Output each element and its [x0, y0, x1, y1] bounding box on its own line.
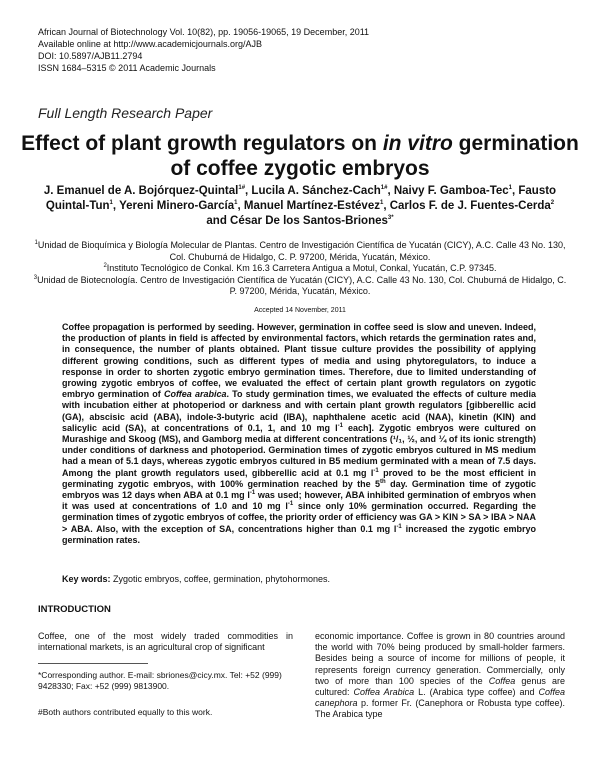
abstract-text: , ½, and ¼ of its ionic strength) under conditions of darkness and photoperiod. Germination times of zygotic embryos cultured in MS medium had a mean of 5.1 days, whereas zygotic embryos cultured in B5 medium germinated with a mean of 7.5 days. Among the plant growth regulators used, gibberellic acid at 0.1 mg l	[62, 434, 536, 478]
author-sup: 2	[550, 200, 555, 207]
abstract-sup: -1	[337, 422, 343, 429]
keywords	[62, 574, 536, 584]
abstract-text: . To study germination times, we evaluated the effects of culture media with incubation either at photoperiod or darkness and with certain plant growth regulators [gibberellic acid (GA), abscisic acid (ABA), indole-3-butyric acid (IBA), naphthalene acetic acid (NAA), kinetin (KIN) and salicylic acid (SA), at concentrations of 0.1, 1, and 10 mg l	[62, 389, 536, 433]
section-heading-introduction: INTRODUCTION	[38, 604, 111, 615]
journal-header	[38, 26, 369, 74]
intro-text: genus are cultured:	[315, 675, 565, 698]
paper-type: Full Length Research Paper	[38, 105, 213, 121]
footnote-divider	[38, 663, 148, 664]
author: , Carlos F. de J. Fuentes-Cerda	[383, 200, 551, 212]
author-sup: 1	[234, 200, 238, 207]
affiliations	[30, 240, 570, 298]
author: , Fausto Quintal-Tun	[45, 185, 557, 212]
abstract-italic: Coffea arabica	[163, 389, 227, 400]
abstract-sup: -1	[396, 523, 402, 530]
abstract-text: since only 10% germination occurred. Regarding the germination times of zygotic embryos of coffee, the priority order of efficiency was GA > KIN > SA > IBA > NAA > ABA. Also, with the exception of SA, concentrations higher than 0.1 mg l	[62, 501, 536, 534]
affiliation-sup: 2	[103, 263, 107, 269]
abstract-text: day. Germination time of zygotic embryos was 12 days when ABA at 0.1 mg l	[62, 478, 536, 501]
abstract-text: was used; however, ABA inhibited germination of embryos when it was used at concentrations of 1.0 and 10 mg l	[62, 490, 536, 512]
author-sup: 1	[379, 200, 384, 207]
affiliation-sup: 1	[34, 240, 38, 246]
intro-column-left: Coffee, one of the most widely traded commodities in international markets, is an agricultural crop of significant	[38, 631, 293, 653]
abstract-sup: -1	[249, 490, 256, 497]
abstract-text: Coffee propagation is performed by seeding. However, germination in coffee seed is slow and uneven. Indeed, the production of plants in field is affected by environmental factors, which retards the germination rates and, in consequence, the number of plants obtained. Plant tissue culture provides the possibility of applying different growing conditions, such as different types of media and using phytoregulators, to induce a response in order to shorten zygotic embryo germination times. Therefore, due to limited understanding of growing zygotic embryos of coffee, we evaluated the effect of certain plant growth regulators on zygotic embryo germination of	[62, 322, 536, 400]
header-line-citation: African Journal of Biotechnology Vol. 10(82), pp. 19056-19065, 19 December, 2011	[38, 27, 370, 37]
header-line-url[interactable]: Available online at http://www.academicjournals.org/AJB	[38, 39, 262, 49]
intro-text: L. (Arabica type coffee) and	[414, 687, 539, 698]
author: , Yereni Minero-García	[112, 200, 235, 212]
author: J. Emanuel de A. Bojórquez-Quintal	[43, 185, 239, 197]
footnote-equal-contribution: #Both authors contributed equally to this work.	[38, 707, 213, 717]
author-sup: 1#	[380, 185, 388, 192]
affiliation-3	[30, 275, 570, 298]
paper-title	[20, 131, 580, 181]
abstract-sup: -1	[287, 501, 294, 508]
intro-column-right	[315, 631, 565, 721]
title-part1: Effect of plant growth regulators on	[21, 132, 383, 155]
affiliation-sup: 3	[33, 274, 38, 281]
author: and César De los Santos-Briones	[206, 215, 388, 227]
abstract-text: proved to be the most efficient in germinating zygotic embryos, with 100% germination reached by the 5	[62, 467, 537, 489]
abstract-text: increased the zygotic embryo germination rates.	[62, 523, 536, 545]
intro-text: economic importance. Coffee is grown in 80 countries around the world with 70% being produced by small-holder farmers. Besides being a source of income for millions of people, it represents foreign currency generation. Commercially, only two of more than 100 species of the	[315, 631, 565, 686]
author-sup: 3*	[387, 215, 394, 222]
author-sup: 1	[109, 200, 113, 207]
affiliation-text: Unidad de Bioquímica y Biología Molecular de Plantas. Centro de Investigación Científica de Yucatán (CICY), A.C. Calle 43 No. 130, Col. Chuburná de Hidalgo, C. P. 97200, Mérida, Yucatán, México.	[37, 240, 566, 262]
intro-italic: Coffea canephora	[315, 687, 565, 709]
abstract-text: each]. Zygotic embryos were cultured on Murashige and Skoog (MS), and Gamborg media at different concentrations (	[62, 422, 537, 445]
author-sup: 1#	[238, 185, 246, 192]
abstract-fraction: ¹/₁	[392, 434, 403, 445]
footnote-corresponding-author: *Corresponding author. E-mail: sbriones@cicy.mx. Tel: +52 (999) 9428330; Fax: +52 (999) 9813900.	[38, 670, 282, 691]
header-line-issn: ISSN 1684–5315 © 2011 Academic Journals	[38, 63, 216, 73]
author: , Naivy F. Gamboa-Tec	[387, 185, 509, 197]
author-sup: 1	[508, 185, 512, 192]
author-list	[40, 184, 560, 229]
keywords-text: Zygotic embryos, coffee, germination, phytohormones.	[110, 574, 330, 584]
header-line-doi: DOI: 10.5897/AJB11.2794	[38, 51, 143, 61]
author: , Lucila A. Sánchez-Cach	[245, 185, 381, 197]
abstract	[62, 322, 536, 546]
title-part2: germination of coffee zygotic embryos	[170, 132, 579, 180]
affiliation-text: Instituto Tecnológico de Conkal. Km 16.3 Carretera Antigua a Motul, Conkal, Yucatán, C.P. 97345.	[106, 263, 497, 273]
author: , Manuel Martínez-Estévez	[237, 200, 380, 212]
intro-italic: Coffea Arabica	[353, 687, 415, 698]
accepted-date: Accepted 14 November, 2011	[254, 307, 346, 314]
intro-italic: Coffea	[488, 675, 516, 686]
title-italic: in vitro	[382, 132, 453, 155]
affiliation-2	[30, 263, 570, 275]
keywords-label: Key words:	[62, 574, 111, 584]
abstract-sup: th	[380, 478, 386, 485]
abstract-sup: -1	[373, 467, 379, 474]
affiliation-1	[30, 240, 570, 263]
affiliation-text: Unidad de Biotecnología. Centro de Investigación Científica de Yucatán (CICY), A.C. Calle 43 No. 130, Col. Chuburná de Hidalgo, C. P. 97200, Mérida, Yucatán, México.	[37, 274, 567, 296]
intro-text: p. former Fr. (Canephora or Robusta type coffee). The Arabica type	[315, 698, 565, 720]
